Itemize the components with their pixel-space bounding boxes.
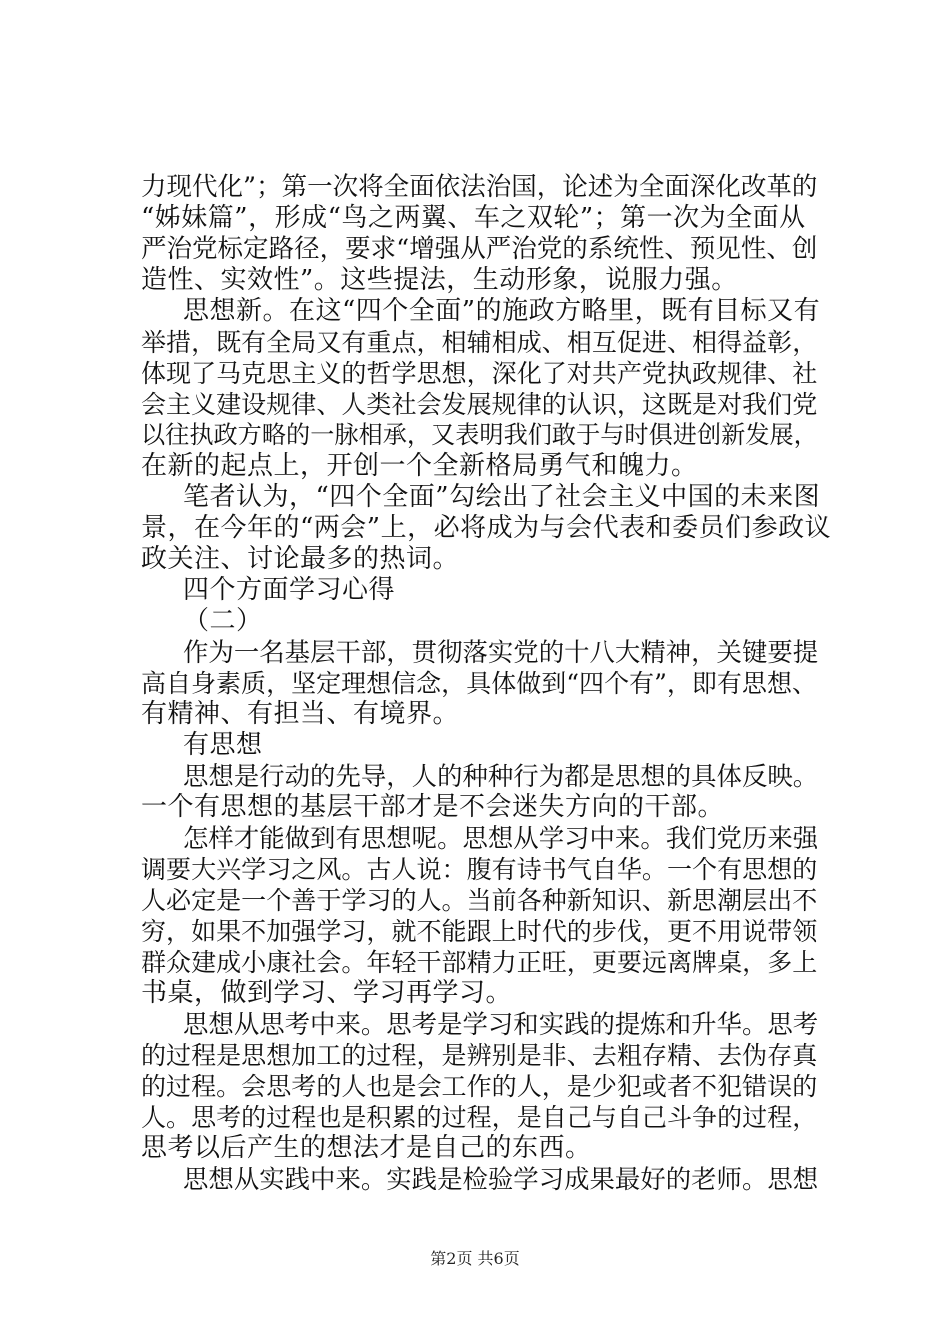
text-line: 思想从思考中来。思考是学习和实践的提炼和升华。思考 [183, 1009, 819, 1039]
text-line: 思想是行动的先导，人的种种行为都是思想的具体反映。 [183, 761, 819, 791]
text-line: 思想新。在这“四个全面”的施政方略里，既有目标又有 [183, 296, 821, 326]
text-line: 的过程是思想加工的过程，是辨别是非、去粗存精、去伪存真 [141, 1041, 818, 1070]
text-line: 思考以后产生的想法才是自己的东西。 [141, 1133, 592, 1163]
text-line: 以往执政方略的一脉相承，又表明我们敢于与时俱进创新发展， [141, 421, 818, 449]
text-line: 有思想 [183, 730, 263, 760]
text-line: 四个方面学习心得 [183, 575, 396, 605]
text-line: 怎样才能做到有思想呢。思想从学习中来。我们党历来强 [183, 823, 819, 853]
text-line: 在新的起点上，开创一个全新格局勇气和魄力。 [141, 451, 698, 481]
text-line: “姊妹篇”，形成“鸟之两翼、车之双轮”；第一次为全面从 [141, 203, 806, 233]
text-line: 穷，如果不加强学习，就不能跟上时代的步伐，更不用说带领 [141, 917, 818, 946]
text-line: 调要大兴学习之风。古人说：腹有诗书气自华。一个有思想的 [141, 855, 818, 884]
page-footer: 第2页 共6页 [430, 1249, 520, 1268]
text-line: 严治党标定路径，要求“增强从严治党的系统性、预见性、创 [141, 234, 818, 264]
document-body [141, 172, 831, 1195]
text-line: 书桌，做到学习、学习再学习。 [141, 978, 513, 1008]
text-line: 政关注、讨论最多的热词。 [141, 544, 460, 574]
text-line: 会主义建设规律、人类社会发展规律的认识，这既是对我们党 [141, 390, 818, 419]
text-line: 的过程。会思考的人也是会工作的人，是少犯或者不犯错误的 [141, 1072, 818, 1101]
text-line: 作为一名基层干部，贯彻落实党的十八大精神，关键要提 [183, 637, 819, 667]
text-line: （二） [183, 606, 263, 636]
text-line: 造性、实效性”。这些提法，生动形象，说服力强。 [141, 265, 738, 295]
text-line: 群众建成小康社会。年轻干部精力正旺，更要远离牌桌，多上 [141, 948, 818, 977]
text-line: 力现代化”；第一次将全面依法治国，论述为全面深化改革的 [141, 172, 818, 202]
text-line: 有精神、有担当、有境界。 [141, 699, 460, 729]
text-line: 人必定是一个善于学习的人。当前各种新知识、新思潮层出不 [141, 886, 818, 915]
text-line: 一个有思想的基层干部才是不会迷失方向的干部。 [141, 792, 725, 822]
text-line: 体现了马克思主义的哲学思想，深化了对共产党执政规律、社 [141, 359, 818, 388]
text-line: 思想从实践中来。实践是检验学习成果最好的老师。思想 [183, 1164, 819, 1194]
text-line: 景，在今年的“两会”上，必将成为与会代表和委员们参政议 [141, 513, 832, 543]
text-line: 举措，既有全局又有重点，相辅相成、相互促进、相得益彰， [141, 328, 818, 357]
text-line: 高自身素质，坚定理想信念，具体做到“四个有”，即有思想、 [141, 669, 817, 698]
text-line: 笔者认为，“四个全面”勾绘出了社会主义中国的未来图 [183, 482, 821, 512]
text-line: 人。思考的过程也是积累的过程，是自己与自己斗争的过程， [141, 1103, 818, 1132]
